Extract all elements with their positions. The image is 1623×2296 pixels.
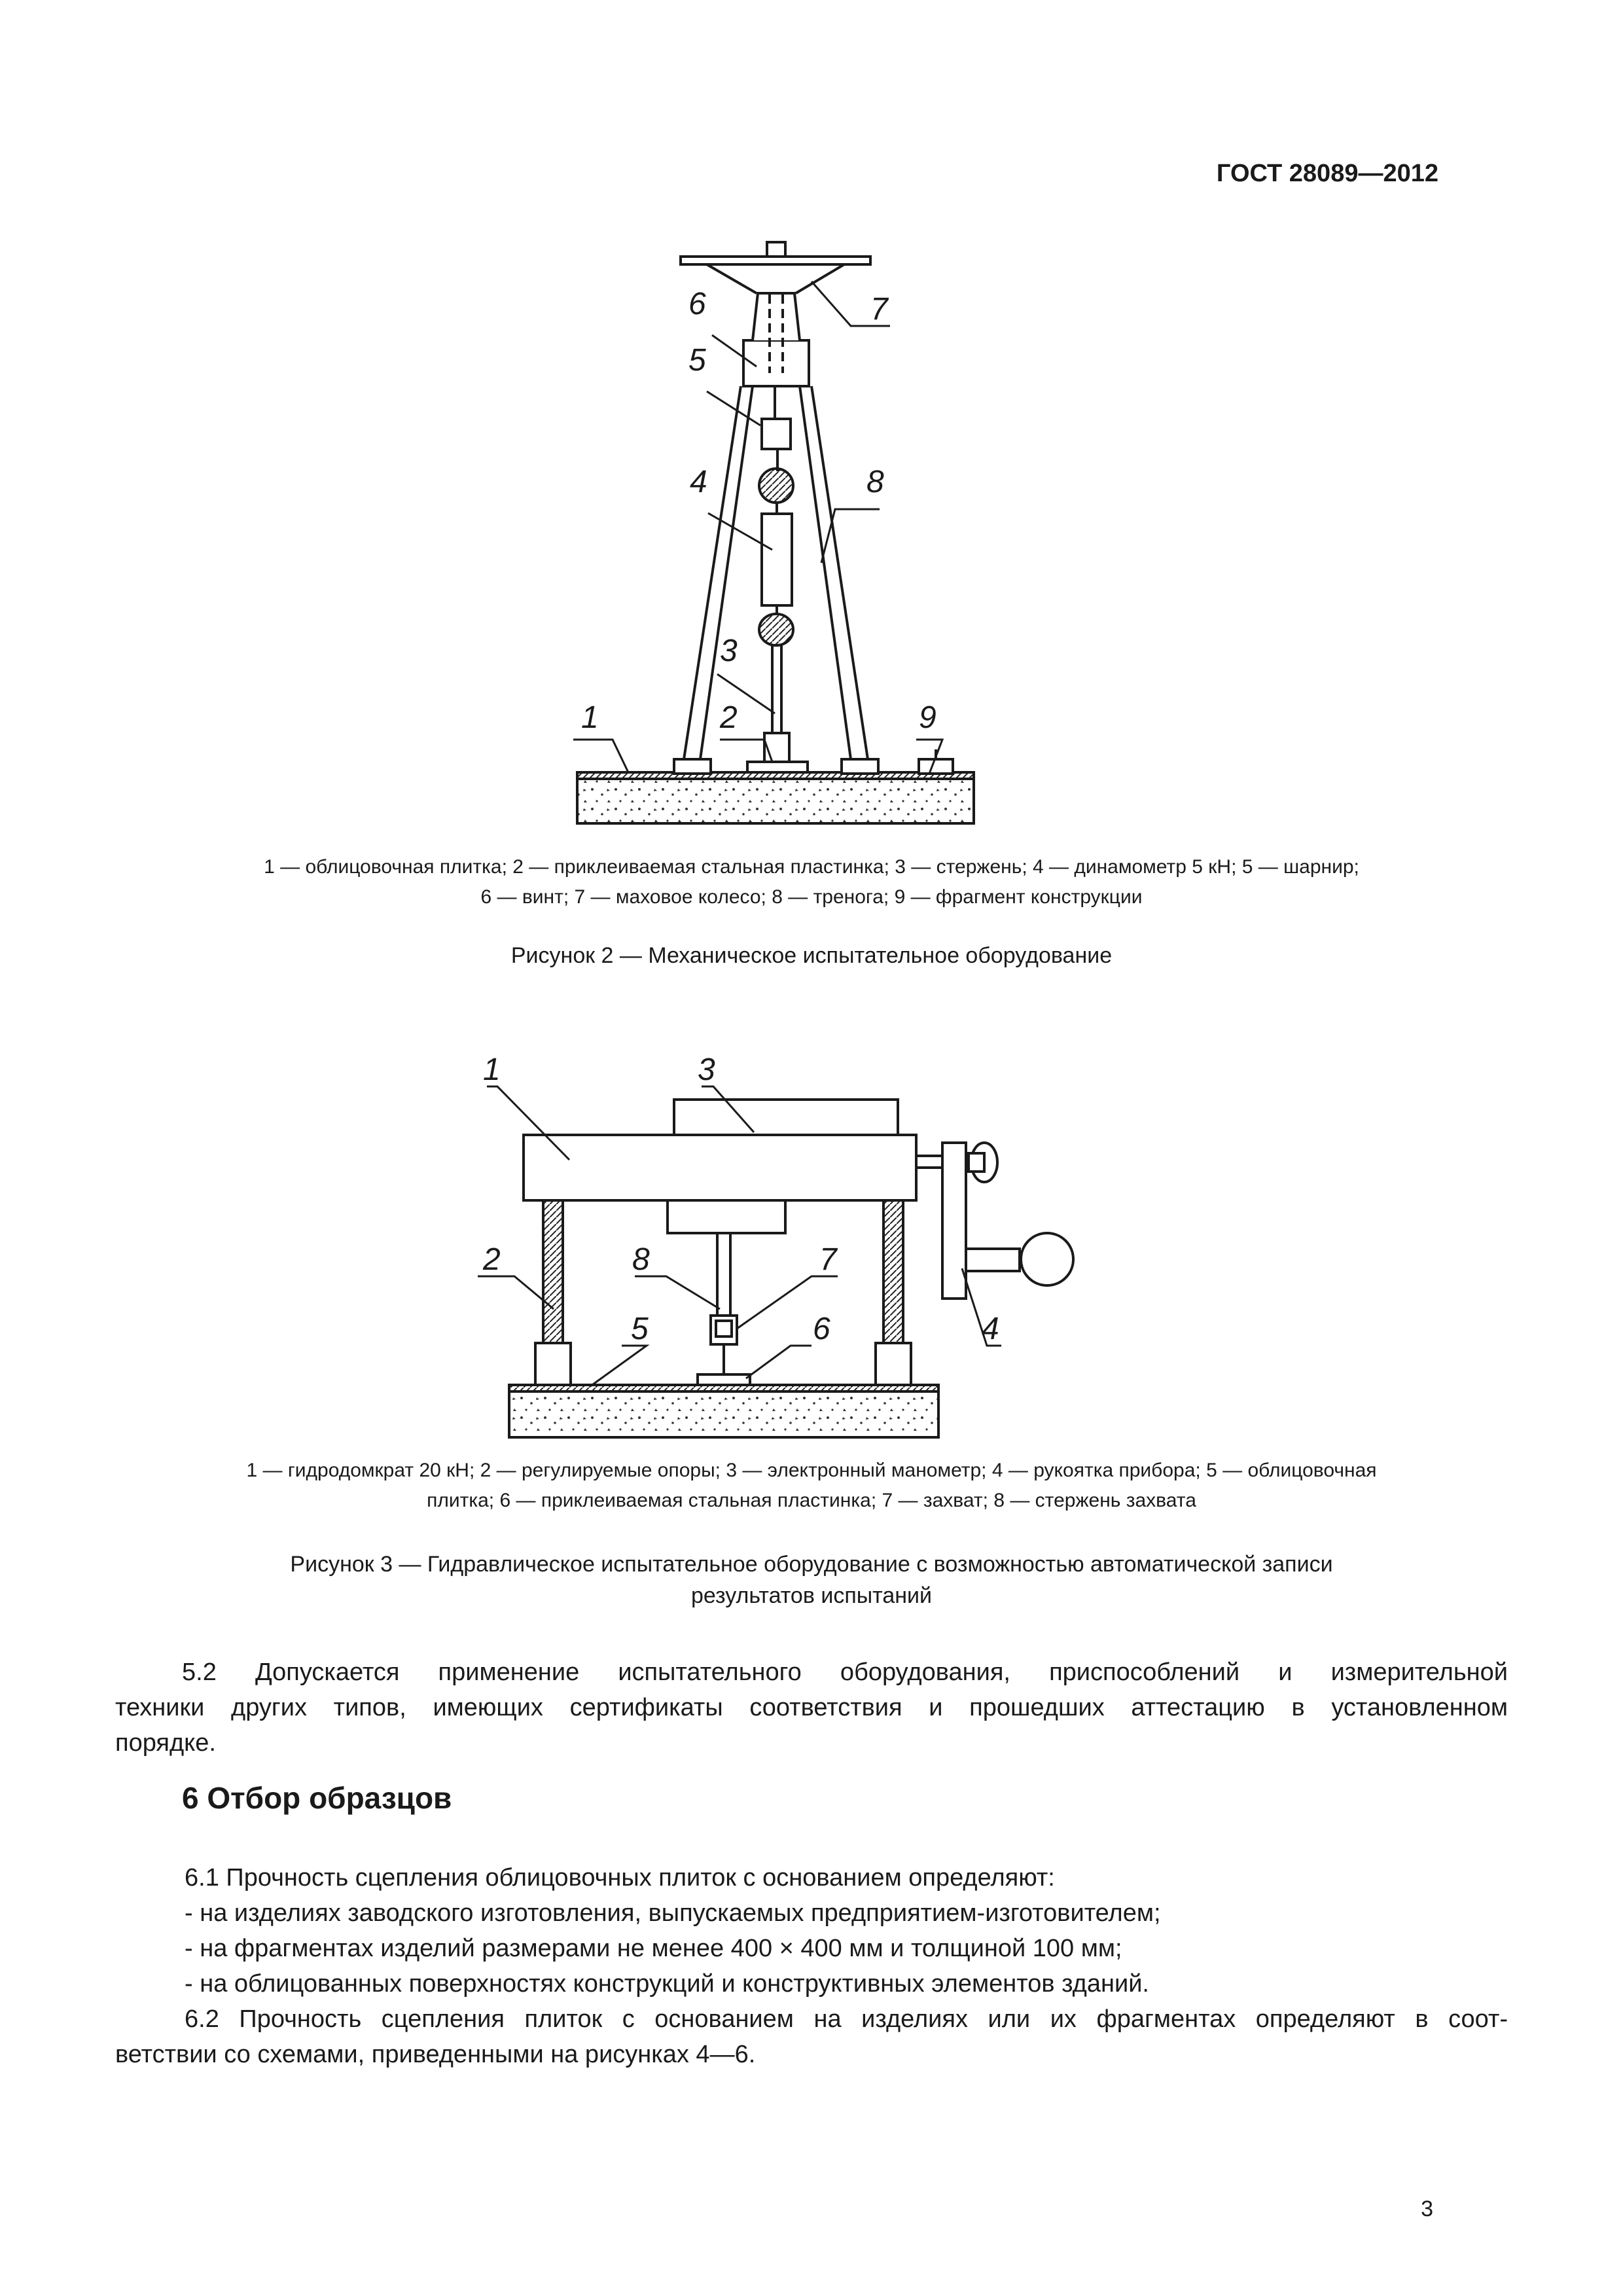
fig2-label-8: 8 <box>866 465 884 499</box>
support-leg-left <box>543 1200 563 1343</box>
paragraph-6-1: 6.1 Прочность сцепления облицовочных плиток с основанием определяют: <box>185 1864 1055 1892</box>
fig2-label-1: 1 <box>581 700 599 735</box>
fig2-label-7: 7 <box>870 292 888 327</box>
fig2-label-5: 5 <box>688 343 706 378</box>
fig2-label-4: 4 <box>690 465 707 499</box>
document-id: ГОСТ 28089—2012 <box>1216 160 1438 187</box>
page-number: 3 <box>1421 2197 1433 2221</box>
fig3-label-2: 2 <box>483 1242 501 1277</box>
fig3-label-1: 1 <box>483 1052 501 1087</box>
figure-3-legend-line1: 1 — гидродомкрат 20 кН; 2 — регулируемые опоры; 3 — электронный манометр; 4 — рукоятка прибора; 5 — облицовочная <box>246 1460 1377 1481</box>
fig3-label-6: 6 <box>813 1312 830 1346</box>
paragraph-5-2-line2: техники других типов, имеющих сертификаты соответствия и прошедших аттестацию в установленном <box>115 1694 1508 1721</box>
electronic-manometer <box>674 1100 898 1135</box>
fig3-label-7: 7 <box>819 1242 837 1277</box>
support-leg-right <box>883 1200 903 1343</box>
paragraph-6-2 <box>115 2001 1508 2072</box>
fig2-label-3: 3 <box>720 634 738 668</box>
list-item: - на облицованных поверхностях конструкций и конструктивных элементов зданий. <box>185 1970 1149 1998</box>
fig2-label-2: 2 <box>720 700 738 735</box>
fig3-label-5: 5 <box>631 1312 649 1346</box>
figure-3-legend <box>0 1456 1623 1516</box>
figure-3-caption-line2: результатов испытаний <box>690 1583 933 1608</box>
figure-3-caption <box>0 1549 1623 1611</box>
base-slab-fig3 <box>509 1391 938 1437</box>
paragraph-5-2-line1: 5.2 Допускается применение испытательного оборудования, приспособлений и измерительной <box>182 1659 1508 1686</box>
device-handle <box>916 1156 942 1168</box>
list-item: - на фрагментах изделий размерами не менее 400 × 400 мм и толщиной 100 мм; <box>185 1935 1122 1962</box>
paragraph-6-2-line1: 6.2 Прочность сцепления плиток с основанием на изделиях или их фрагментах определяют в соот- <box>185 2005 1508 2033</box>
paragraph-5-2-line3: порядке. <box>115 1729 216 1757</box>
figure-3-legend-line2: плитка; 6 — приклеиваемая стальная пластинка; 7 — захват; 8 — стержень захвата <box>427 1490 1196 1511</box>
list-item: - на изделиях заводского изготовления, выпускаемых предприятием-изготовителем; <box>185 1899 1161 1927</box>
paragraph-5-2 <box>115 1655 1508 1761</box>
fig3-label-3: 3 <box>698 1052 715 1087</box>
figure-2-caption: Рисунок 2 — Механическое испытательное оборудование <box>510 943 1113 968</box>
paragraph-6-2-line2: ветствии со схемами, приведенными на рисунках 4—6. <box>115 2041 756 2068</box>
fig2-label-9: 9 <box>919 700 936 735</box>
steel-plate-fig3 <box>698 1374 750 1385</box>
hydraulic-jack <box>524 1135 916 1200</box>
fig3-label-4: 4 <box>982 1312 999 1346</box>
figure-2-legend-line2: 6 — винт; 7 — маховое колесо; 8 — тренога; 9 — фрагмент конструкции <box>480 886 1143 908</box>
grip-rod <box>717 1233 730 1316</box>
jack-piston <box>668 1200 785 1233</box>
figure-3-caption-line1: Рисунок 3 — Гидравлическое испытательное оборудование с возможностью автоматической записи <box>290 1552 1333 1577</box>
fig2-label-6: 6 <box>688 287 706 321</box>
section-6-heading: 6 Отбор образцов <box>182 1781 452 1815</box>
fig3-label-8: 8 <box>632 1242 650 1277</box>
figure-2-legend-line1: 1 — облицовочная плитка; 2 — приклеиваемая стальная пластинка; 3 — стержень; 4 — динамометр 5 кН; 5 — шарнир; <box>264 856 1359 878</box>
